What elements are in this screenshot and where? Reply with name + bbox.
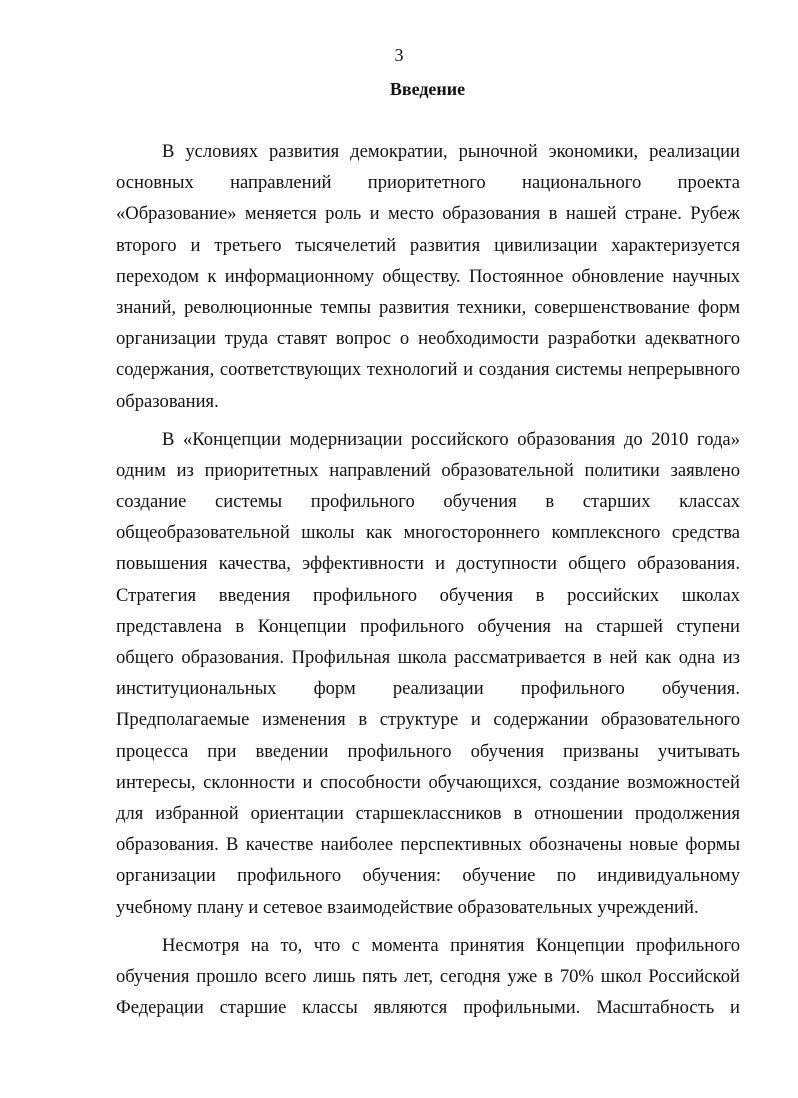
text-line: повышения качества, эффективности и доступности общего образования. — [116, 553, 740, 575]
text-line: «Образование» меняется роль и место образования в нашей стране. Рубеж — [116, 203, 740, 225]
text-line: общего образования. Профильная школа рассматривается в ней как одна из — [116, 647, 740, 668]
section-title: Введение — [389, 79, 466, 99]
text-line: организации профильного обучения: обучение по индивидуальному — [116, 865, 740, 887]
text-line: Предполагаемые изменения в структуре и содержании образовательного — [116, 709, 740, 731]
text-line: Стратегия введения профильного обучения в российских школах — [116, 584, 740, 606]
paragraph-2 — [116, 424, 740, 923]
text-line: второго и третьего тысячелетий развития цивилизации характеризуется — [116, 234, 740, 256]
text-line: институциональных форм реализации профильного обучения. — [116, 678, 740, 700]
text-line: содержания, соответствующих технологий и создания системы непрерывного — [116, 359, 740, 381]
paragraph-3 — [116, 930, 740, 1024]
text-line: образования. В качестве наиболее перспективных обозначены новые формы — [116, 834, 740, 856]
text-line: В условиях развития демократии, рыночной экономики, реализации — [162, 141, 740, 162]
text-line: Федерации старшие классы являются профильными. Масштабность и — [116, 997, 740, 1019]
text-line: организации труда ставят вопрос о необходимости разработки адекватного — [116, 328, 740, 350]
text-line: интересы, склонности и способности обучающихся, создание возможностей — [116, 771, 740, 793]
text-line: обучения прошло всего лишь пять лет, сегодня уже в 70% школ Российской — [116, 965, 740, 987]
text-line: образования. — [116, 390, 219, 412]
text-line: учебному плану и сетевое взаимодействие образовательных учреждений. — [116, 896, 699, 918]
text-line: В «Концепции модернизации российского образования до 2010 года» — [162, 428, 740, 450]
page-number: 3 — [394, 45, 404, 65]
text-line: основных направлений приоритетного национального проекта — [116, 172, 740, 194]
text-line: создание системы профильного обучения в старших классах — [116, 491, 740, 513]
text-line: одним из приоритетных направлений образовательной политики заявлено — [116, 459, 740, 481]
text-line: процесса при введении профильного обучения призваны учитывать — [116, 740, 740, 762]
document-body — [116, 136, 740, 1030]
paragraph-1 — [116, 136, 740, 417]
text-line: переходом к информационному обществу. Постоянное обновление научных — [116, 265, 740, 287]
text-line: Несмотря на то, что с момента принятия Концепции профильного — [162, 934, 740, 956]
text-line: для избранной ориентации старшеклассников в отношении продолжения — [116, 802, 740, 824]
text-line: представлена в Концепции профильного обучения на старшей ступени — [116, 615, 740, 637]
text-line: общеобразовательной школы как многостороннего комплексного средства — [116, 522, 740, 544]
text-line: знаний, революционные темпы развития техники, совершенствование форм — [116, 296, 740, 318]
